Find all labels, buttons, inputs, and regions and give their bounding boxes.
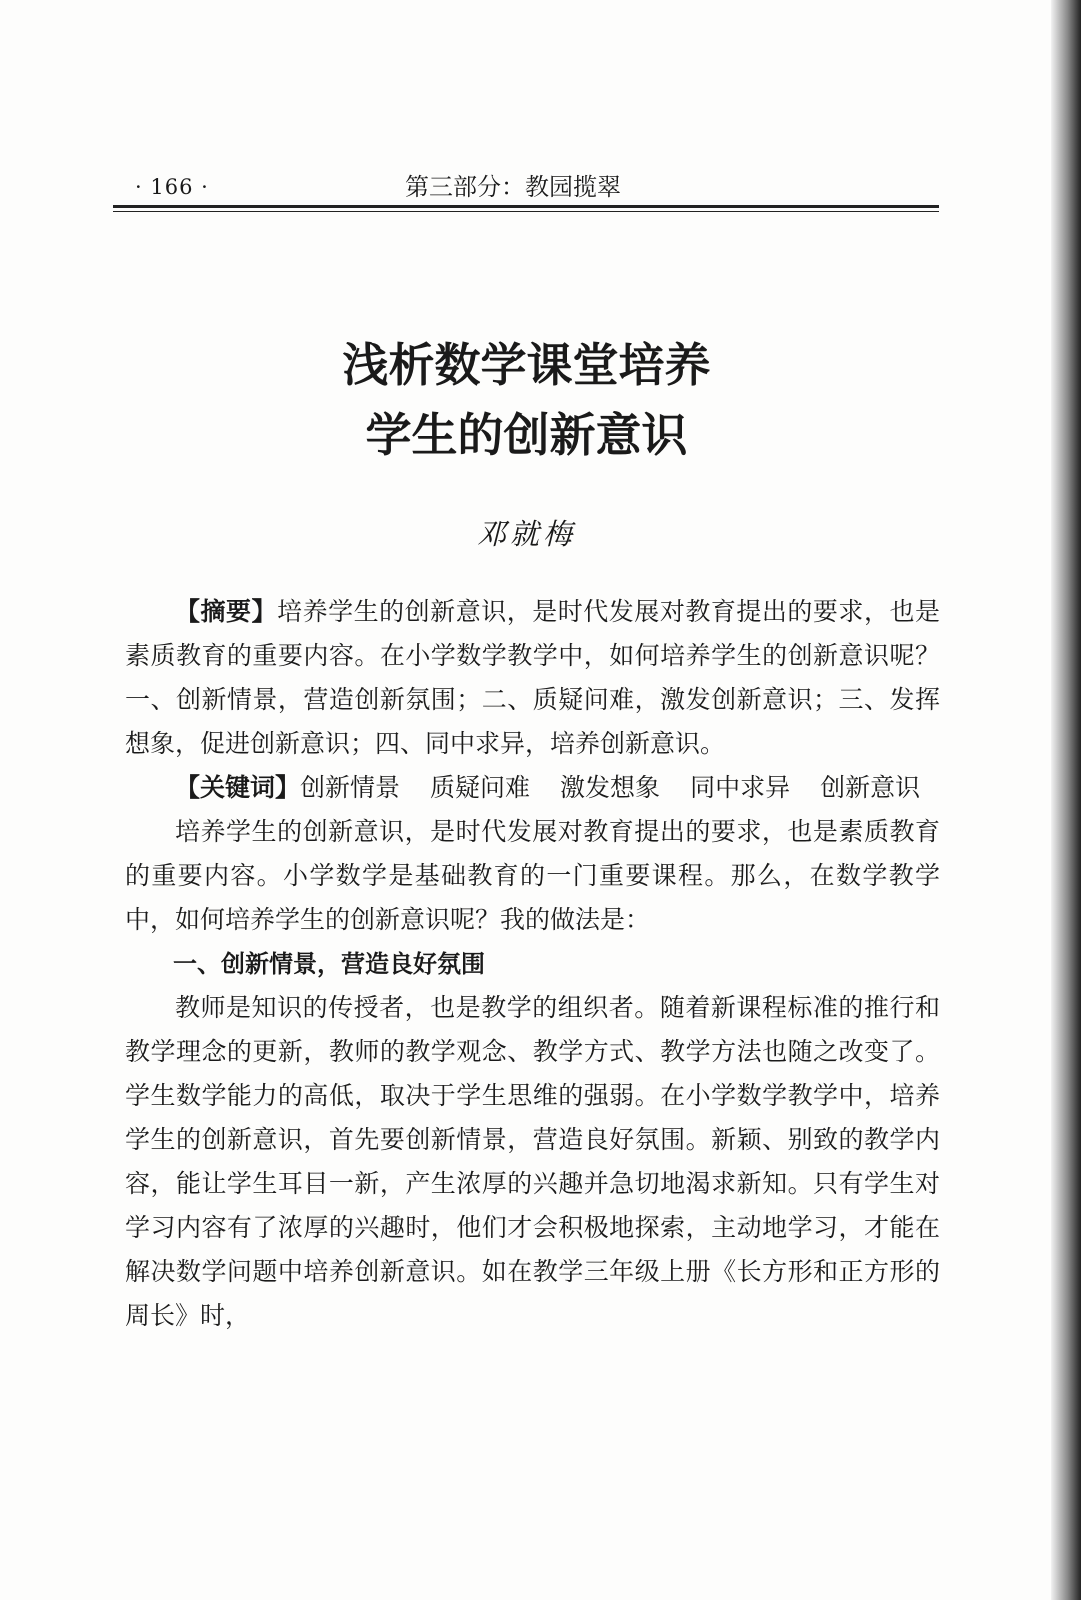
page-number: · 166 · xyxy=(135,175,209,199)
keywords-paragraph xyxy=(125,766,940,810)
keyword: 创新情景 xyxy=(300,773,401,802)
title-line-1: 浅析数学课堂培养 xyxy=(342,338,711,392)
header-rule-thin xyxy=(113,211,939,212)
section-title: 第三部分：教园揽翠 xyxy=(405,173,621,201)
keyword: 同中求异 xyxy=(690,773,791,802)
keyword: 质疑问难 xyxy=(430,773,531,802)
header-rule-thick xyxy=(113,205,939,208)
body-paragraph-1: 教师是知识的传授者，也是教学的组织者。随着新课程标准的推行和教学理念的更新，教师的教学观念、教学方式、教学方法也随之改变了。学生数学能力的高低，取决于学生思维的强弱。在小学数学教学中，培养学生的创新意识，首先要创新情景，营造良好氛围。新颖、别致的教学内容，能让学生耳目一新，产生浓厚的兴趣并急切地渴求新知。只有学生对学习内容有了浓厚的兴趣时，他们才会积极地探索，主动地学习，才能在解决数学问题中培养创新意识。如在教学三年级上册《长方形和正方形的周长》时， xyxy=(125,993,940,1330)
keyword: 创新意识 xyxy=(820,773,921,802)
intro-paragraph: 培养学生的创新意识，是时代发展对教育提出的要求，也是素质教育的重要内容。小学数学是基础教育的一门重要课程。那么，在数学教学中，如何培养学生的创新意识呢？我的做法是： xyxy=(125,817,940,934)
page-edge-shadow xyxy=(1051,0,1081,1600)
article-title xyxy=(115,330,938,470)
author-name: 邓就梅 xyxy=(476,517,576,551)
section-heading-1: 一、创新情景，营造良好氛围 xyxy=(173,950,485,978)
title-line-2: 学生的创新意识 xyxy=(365,408,688,462)
abstract-paragraph xyxy=(125,590,940,766)
abstract-label: 【摘要】 xyxy=(175,597,278,626)
keywords-label: 【关键词】 xyxy=(175,773,301,802)
abstract-text: 培养学生的创新意识，是时代发展对教育提出的要求，也是素质教育的重要内容。在小学数学教学中，如何培养学生的创新意识呢？一、创新情景，营造创新氛围；二、质疑问难，激发创新意识；三、发挥想象，促进创新意识；四、同中求异，培养创新意识。 xyxy=(125,597,940,758)
article-body xyxy=(125,590,940,1338)
keyword: 激发想象 xyxy=(560,773,661,802)
